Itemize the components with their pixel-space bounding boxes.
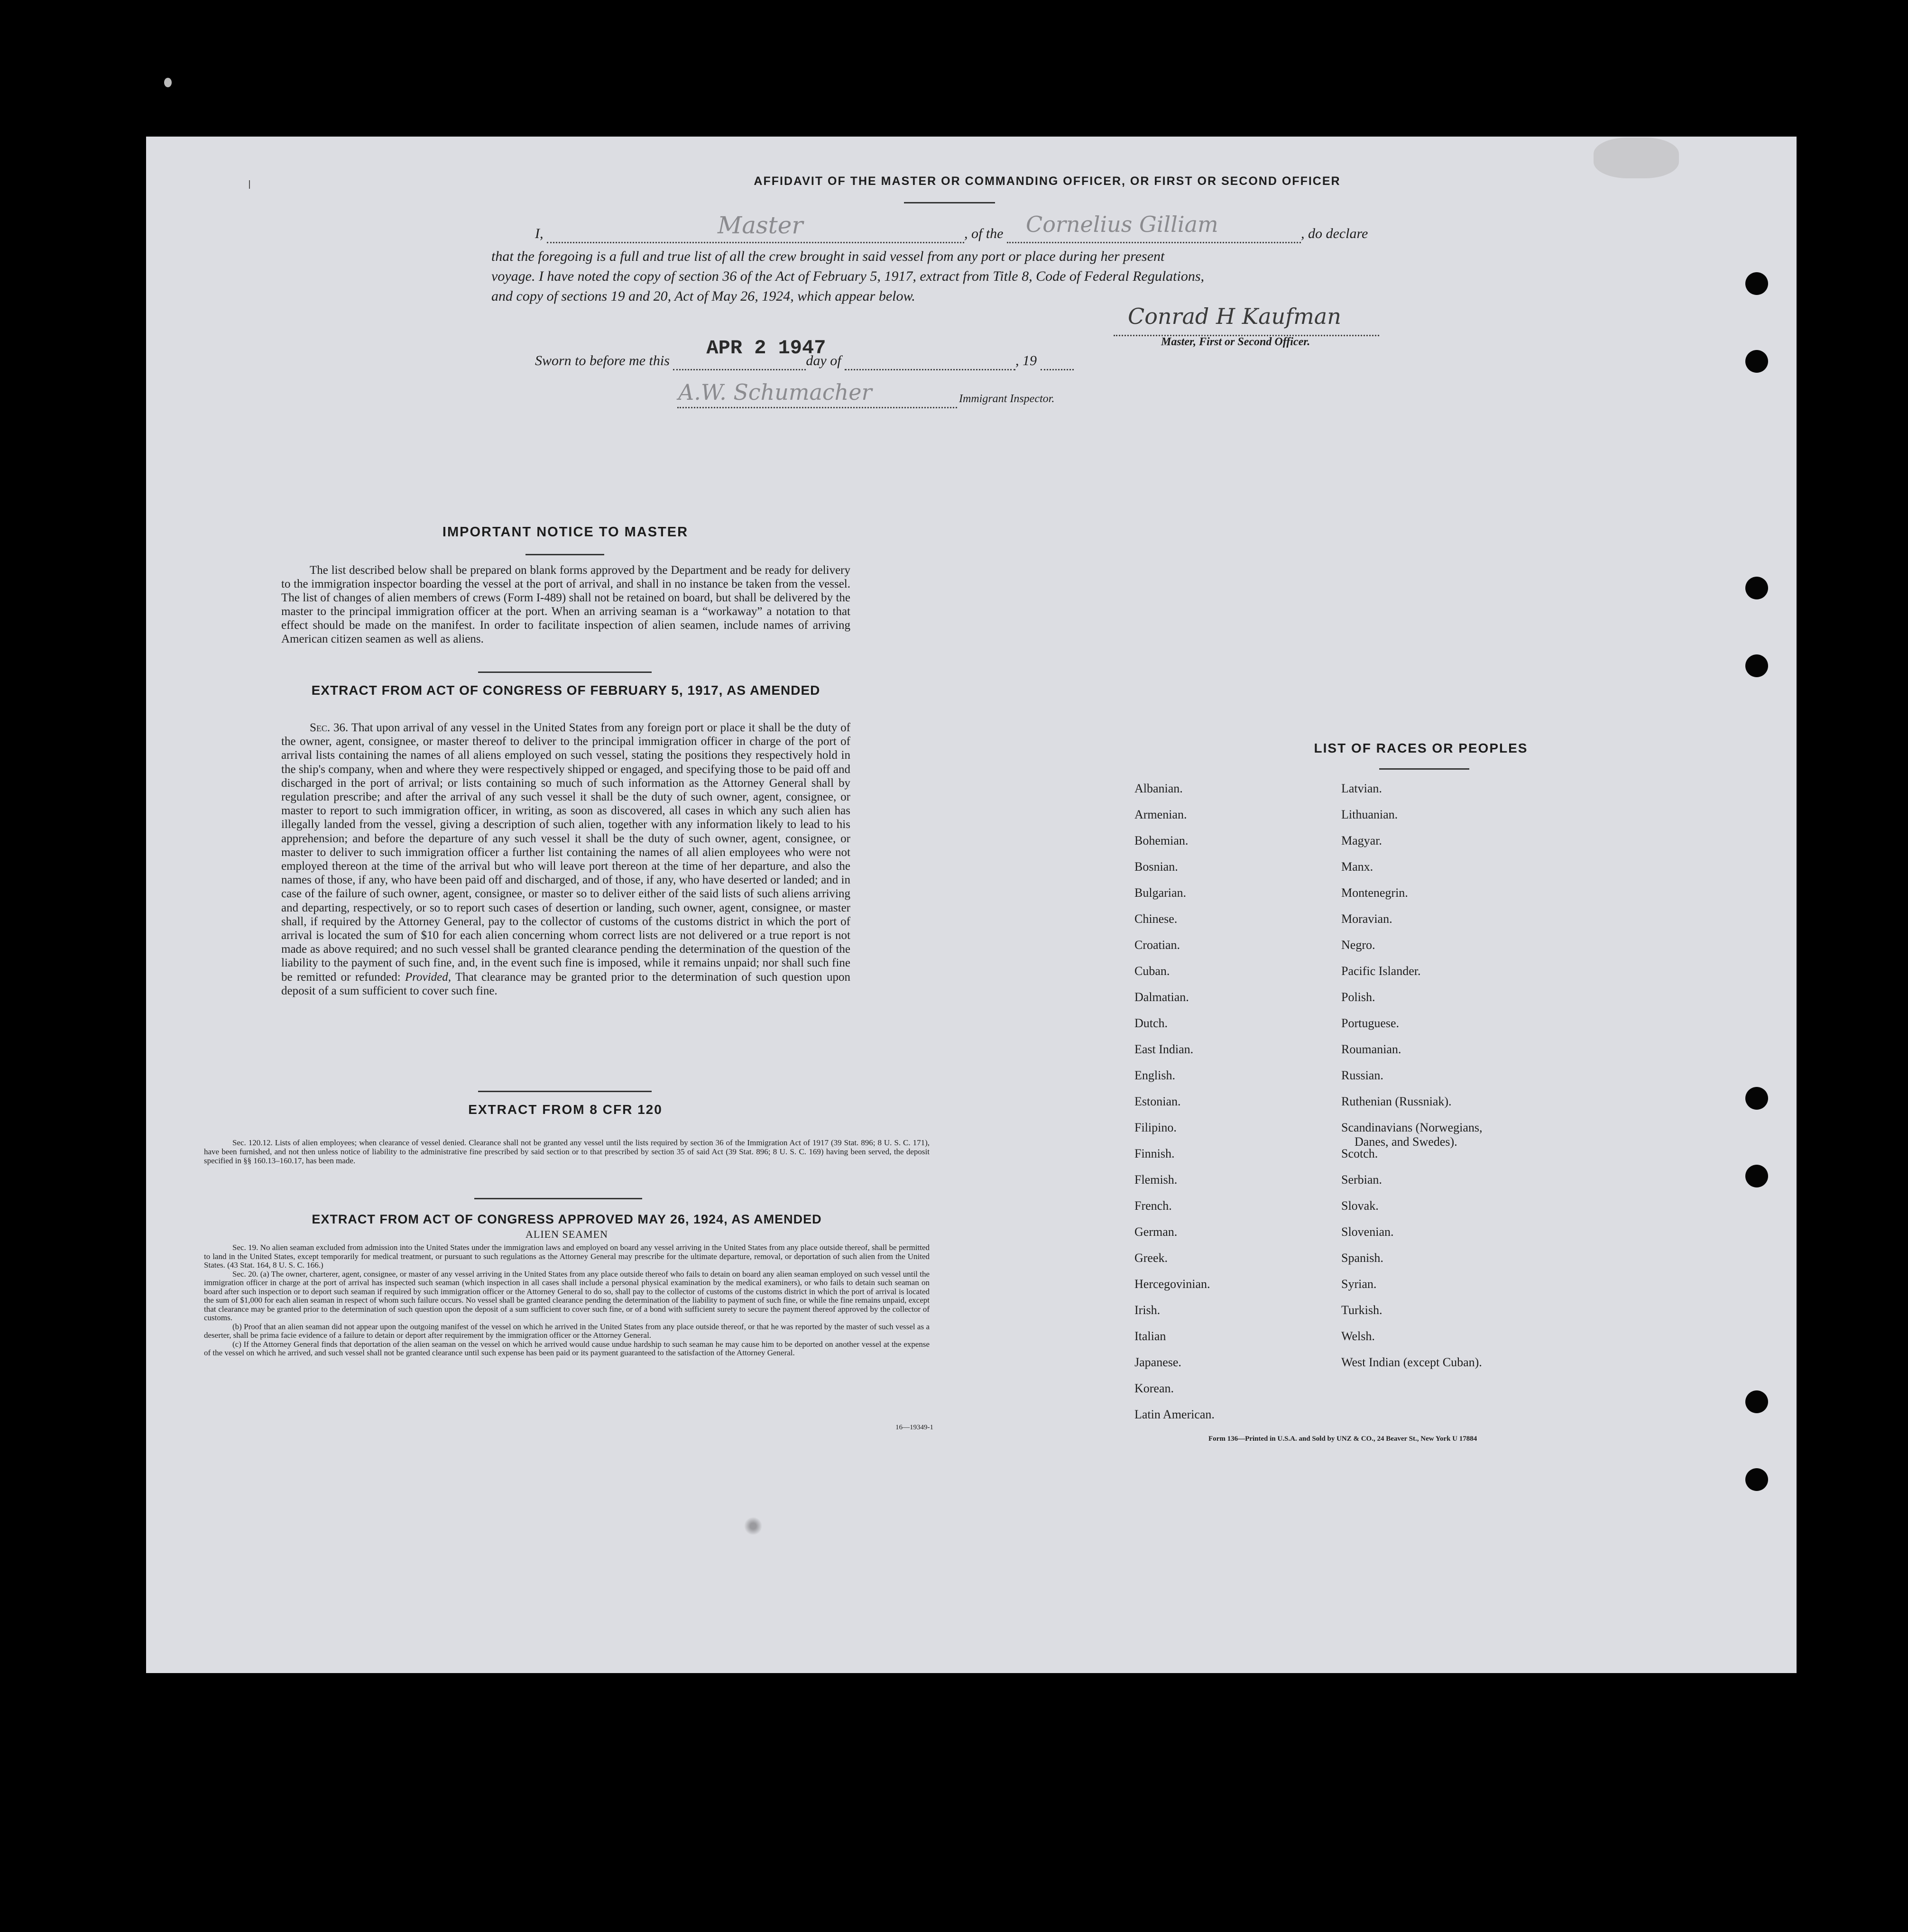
race-item: Spanish. (1341, 1251, 1383, 1265)
notice-title-rule (525, 554, 604, 555)
race-item: Scandinavians (Norwegians, (1341, 1121, 1483, 1134)
race-item: Montenegrin. (1341, 886, 1408, 900)
year-label: , 19 (1015, 353, 1037, 368)
race-item: Roumanian. (1341, 1042, 1401, 1056)
race-item: Irish. (1134, 1303, 1161, 1317)
binder-hole (1745, 1390, 1768, 1413)
race-item: English. (1134, 1068, 1175, 1082)
race-item: Lithuanian. (1341, 808, 1398, 821)
race-item: Syrian. (1341, 1277, 1377, 1291)
race-item: Turkish. (1341, 1303, 1383, 1317)
race-item: German. (1134, 1225, 1178, 1239)
race-item: Scotch. (1341, 1147, 1378, 1160)
race-item: West Indian (except Cuban). (1341, 1355, 1482, 1369)
provided-label: Provided, (405, 970, 451, 984)
race-item: Finnish. (1134, 1147, 1175, 1160)
extract-1917-body (281, 721, 850, 998)
race-item: Latin American. (1134, 1408, 1215, 1421)
race-item: Estonian. (1134, 1095, 1181, 1108)
race-item: Portuguese. (1341, 1016, 1400, 1030)
i-label: I, (535, 226, 544, 241)
printer-footer: Form 136—Printed in U.S.A. and Sold by UNZ & CO., 24 Beaver St., New York U 17884 (1208, 1435, 1477, 1443)
race-item: Flemish. (1134, 1173, 1178, 1187)
race-item: Bulgarian. (1134, 886, 1187, 900)
extract-1917-title: EXTRACT FROM ACT OF CONGRESS OF FEBRUARY 5, 1917, AS AMENDED (311, 683, 820, 698)
section-20a-text: Sec. 20. (a) The owner, charterer, agent, consignee, or master of any vessel arriving in the United States from any place outside thereof who fails to detain on board any alien seaman employed on such vessel until the immigration officer in charge at the port of arrival has inspected such seaman (which inspection in all cases shall include a personal physical examination by the medical examiners), or who fails to detain such seaman on board after such inspection or to deport such seaman if required by such immigration officer or the Attorney General to do so, shall pay to the collector of customs of the customs district in which the port of arrival is located the sum of $1,000 for each alien seaman in respect of whom such failure occurs. No vessel shall be granted clearance pending the determination of the liability to payment of such fine, or while the fine remains unpaid, except that clearance may be granted prior to the determination of such question upon the deposit of a sum sufficient to cover such fine, or of a bond with sufficient surety to secure the payment thereof approved by the collector of customs. (204, 1269, 930, 1322)
corner-smudge (1594, 138, 1679, 178)
binder-hole (1745, 1087, 1768, 1110)
race-item: Hercegovinian. (1134, 1277, 1210, 1291)
race-item: Slovak. (1341, 1199, 1379, 1213)
race-item: Chinese. (1134, 912, 1178, 926)
master-signature-caption: Master, First or Second Officer. (1161, 336, 1310, 348)
race-item: Greek. (1134, 1251, 1168, 1265)
day-of-label: day of (806, 353, 841, 368)
section-36-text-end: That clearance may be granted prior to the determination of such question upon deposit of a sum sufficient to cover such fine. (281, 970, 851, 997)
races-title-rule (1379, 768, 1469, 770)
race-item: Negro. (1341, 938, 1375, 952)
section-36-text: That upon arrival of any vessel in the United States from any foreign port or place it shall be the duty of the owner, agent, consignee, or master thereof to deliver to the principal immigration officer in charge of the port of arrival lists containing the names of all aliens employed on such vessel, stating the positions they respectively hold in the ship's company, when and where they were respectively shipped or engaged, and specifying those to be paid off and discharged in the port of arrival; or lists containing so much of such information as the Attorney General shall by regulation prescribe; and after the arrival of any such vessel it shall be the duty of such owner, agent, consignee, or master to report to such immigration officer, in writing, as soon as discovered, all cases in which any such alien has illegally landed from the vessel, giving a description of such alien, together with any information likely to lead to his apprehension; and before the departure of any such vessel it shall be the duty of such owner, agent, consignee, or master to deliver to such immigration officer a further list containing the names of all alien employees who were not employed thereon at the time of the arrival but who will leave port thereon at the time of her departure, and also the names of those, if any, who have been paid off and discharged, and of those, if any, who have deserted or landed; and in case of the failure of such owner, agent, consignee, or master so to deliver either of the said lists of such aliens arriving and departing, respectively, or so to report such cases of desertion or landing, such owner, agent, consignee, or master shall, if required by the Attorney General, pay to the collector of customs of the customs district in which the port of arrival is located the sum of $10 for each alien concerning whom correct lists are not delivered or a true report is not made as above required; and no such vessel shall be granted clearance pending the determination of the question of the liability to the payment of such fine, and, in the event such fine is imposed, while it remains unpaid; nor shall such fine be remitted or refunded: (281, 721, 850, 984)
race-item: Slovenian. (1341, 1225, 1394, 1239)
races-right-column (1341, 782, 1607, 1445)
race-item: Welsh. (1341, 1329, 1375, 1343)
sworn-year-field[interactable] (1041, 353, 1074, 370)
race-item: Dalmatian. (1134, 990, 1189, 1004)
binder-hole (1745, 350, 1768, 373)
sworn-month-field[interactable] (845, 353, 1015, 370)
vessel-name-field[interactable] (1007, 212, 1301, 243)
film-speck (164, 78, 172, 87)
binder-hole (1745, 1165, 1768, 1187)
inspector-signature: A.W. Schumacher (678, 379, 872, 405)
binder-hole (1745, 577, 1768, 599)
extract-1924-subtitle: ALIEN SEAMEN (525, 1228, 608, 1240)
notice-title: IMPORTANT NOTICE TO MASTER (442, 524, 689, 540)
extract-cfr-title: EXTRACT FROM 8 CFR 120 (468, 1102, 663, 1117)
declaration-line-1 (535, 212, 1555, 243)
declaration-line-3: voyage. I have noted the copy of section 36 of the Act of February 5, 1917, extract from Title 8, Code of Federal Regulations, (491, 268, 1205, 284)
of-the-label: , of the (964, 226, 1004, 241)
affidavit-title-rule (904, 202, 995, 203)
extract-1924-title: EXTRACT FROM ACT OF CONGRESS APPROVED MAY 26, 1924, AS AMENDED (312, 1212, 822, 1226)
master-signature: Conrad H Kaufman (1128, 304, 1341, 329)
race-item: Moravian. (1341, 912, 1392, 926)
affidavit-title: AFFIDAVIT OF THE MASTER OR COMMANDING OFFICER, OR FIRST OR SECOND OFFICER (754, 175, 1341, 188)
race-item: Italian (1134, 1329, 1166, 1343)
race-item: Dutch. (1134, 1016, 1168, 1030)
separator-2 (478, 1091, 652, 1092)
race-item: Korean. (1134, 1381, 1174, 1395)
race-item: Manx. (1341, 860, 1373, 874)
binder-hole (1745, 654, 1768, 677)
race-item: Bohemian. (1134, 834, 1189, 847)
binder-hole (1745, 272, 1768, 295)
race-item: Danes, and Swedes). (1355, 1135, 1457, 1149)
races-left-column (1134, 782, 1324, 1445)
race-item: Russian. (1341, 1068, 1383, 1082)
sworn-label: Sworn to before me this (535, 353, 670, 368)
separator-3 (474, 1198, 642, 1199)
master-name-field[interactable] (547, 212, 964, 243)
extract-1924-body (204, 1243, 930, 1358)
race-item: Polish. (1341, 990, 1375, 1004)
race-item: Ruthenian (Russniak). (1341, 1095, 1452, 1108)
scan-artifact (739, 1512, 767, 1540)
race-item: French. (1134, 1199, 1172, 1213)
vessel-name-handwritten: Cornelius Gilliam (1026, 212, 1218, 237)
race-item: Bosnian. (1134, 860, 1178, 874)
section-20b-text: (b) Proof that an alien seaman did not appear upon the outgoing manifest of the vessel on which he arrived in the United States from any place outside thereof, or that he was reported by the master of such vessel as a deserter, shall be prima facie evidence of a failure to detain or deport after requirement by the immigration officer or the Attorney General. (204, 1322, 930, 1340)
extract-cfr-body: Sec. 120.12. Lists of alien employees; when clearance of vessel denied. Clearance shall not be granted any vessel until the lists required by section 36 of the Immigration Act of 1917 (39 Stat. 896; 8 U. S. C. 171), have been furnished, and not then unless notice of liability to the administrative fine prescribed by said section or to that prescribed by section 35 of said Act (39 Stat. 896; 8 U. S. C. 169) having been served, the deposit specified in §§ 160.13–160.17, has been made. (204, 1138, 930, 1165)
section-36-label: Sec. 36. (310, 721, 349, 734)
race-item: Japanese. (1134, 1355, 1181, 1369)
section-19-text: Sec. 19. No alien seaman excluded from admission into the United States under the immigration laws and employed on board any vessel arriving in the United States from any place outside thereof, shall be permitted to land in the United States, except temporarily for medical treatment, or pursuant to such regulations as the Attorney General may prescribe for the ultimate departure, removal, or deportation of such alien from the United States. (43 Stat. 164, 8 U. S. C. 166.) (204, 1243, 930, 1270)
race-item: Serbian. (1341, 1173, 1382, 1187)
date-stamp: APR 2 1947 (706, 337, 826, 359)
race-item: Croatian. (1134, 938, 1180, 952)
inspector-caption: Immigrant Inspector. (959, 393, 1055, 405)
race-item: Magyar. (1341, 834, 1382, 847)
race-item: Cuban. (1134, 964, 1170, 978)
binder-hole (1745, 1468, 1768, 1491)
document-page (146, 137, 1797, 1673)
separator-1 (478, 672, 652, 673)
do-declare-label: , do declare (1301, 226, 1368, 241)
race-item: Latvian. (1341, 782, 1382, 795)
race-item: East Indian. (1134, 1042, 1194, 1056)
races-title: LIST OF RACES OR PEOPLES (1314, 741, 1528, 755)
race-item: Filipino. (1134, 1121, 1177, 1134)
margin-mark (249, 180, 257, 189)
declaration-line-4: and copy of sections 19 and 20, Act of May 26, 1924, which appear below. (491, 288, 915, 304)
declaration-line-2: that the foregoing is a full and true list of all the crew brought in said vessel from any port or place during her present (491, 248, 1165, 264)
section-20c-text: (c) If the Attorney General finds that deportation of the alien seaman on the vessel on which he arrived would cause undue hardship to such seaman he may cause him to be deported on another vessel at the expense of the vessel on which he arrived, and such vessel shall not be granted clearance until such expense has been paid or its payment guaranteed to the satisfaction of the Attorney General. (204, 1339, 930, 1357)
form-code: 16—19349-1 (895, 1424, 933, 1431)
race-item: Pacific Islander. (1341, 964, 1421, 978)
race-item: Armenian. (1134, 808, 1187, 821)
notice-body: The list described below shall be prepared on blank forms approved by the Department and be ready for delivery to the immigration inspector boarding the vessel at the port of arrival, and shall in no instance be taken from the vessel. The list of changes of alien members of crews (Form I-489) shall not be retained on board, but shall be delivered by the master to the principal immigration officer at the port. When an arriving seaman is a “workaway” a notation to that effect should be made on the manifest. In order to facilitate inspection of alien seamen, include names of arriving American citizen seamen as well as aliens. (281, 564, 850, 645)
race-item: Albanian. (1134, 782, 1183, 795)
master-name-handwritten: Master (718, 212, 803, 239)
